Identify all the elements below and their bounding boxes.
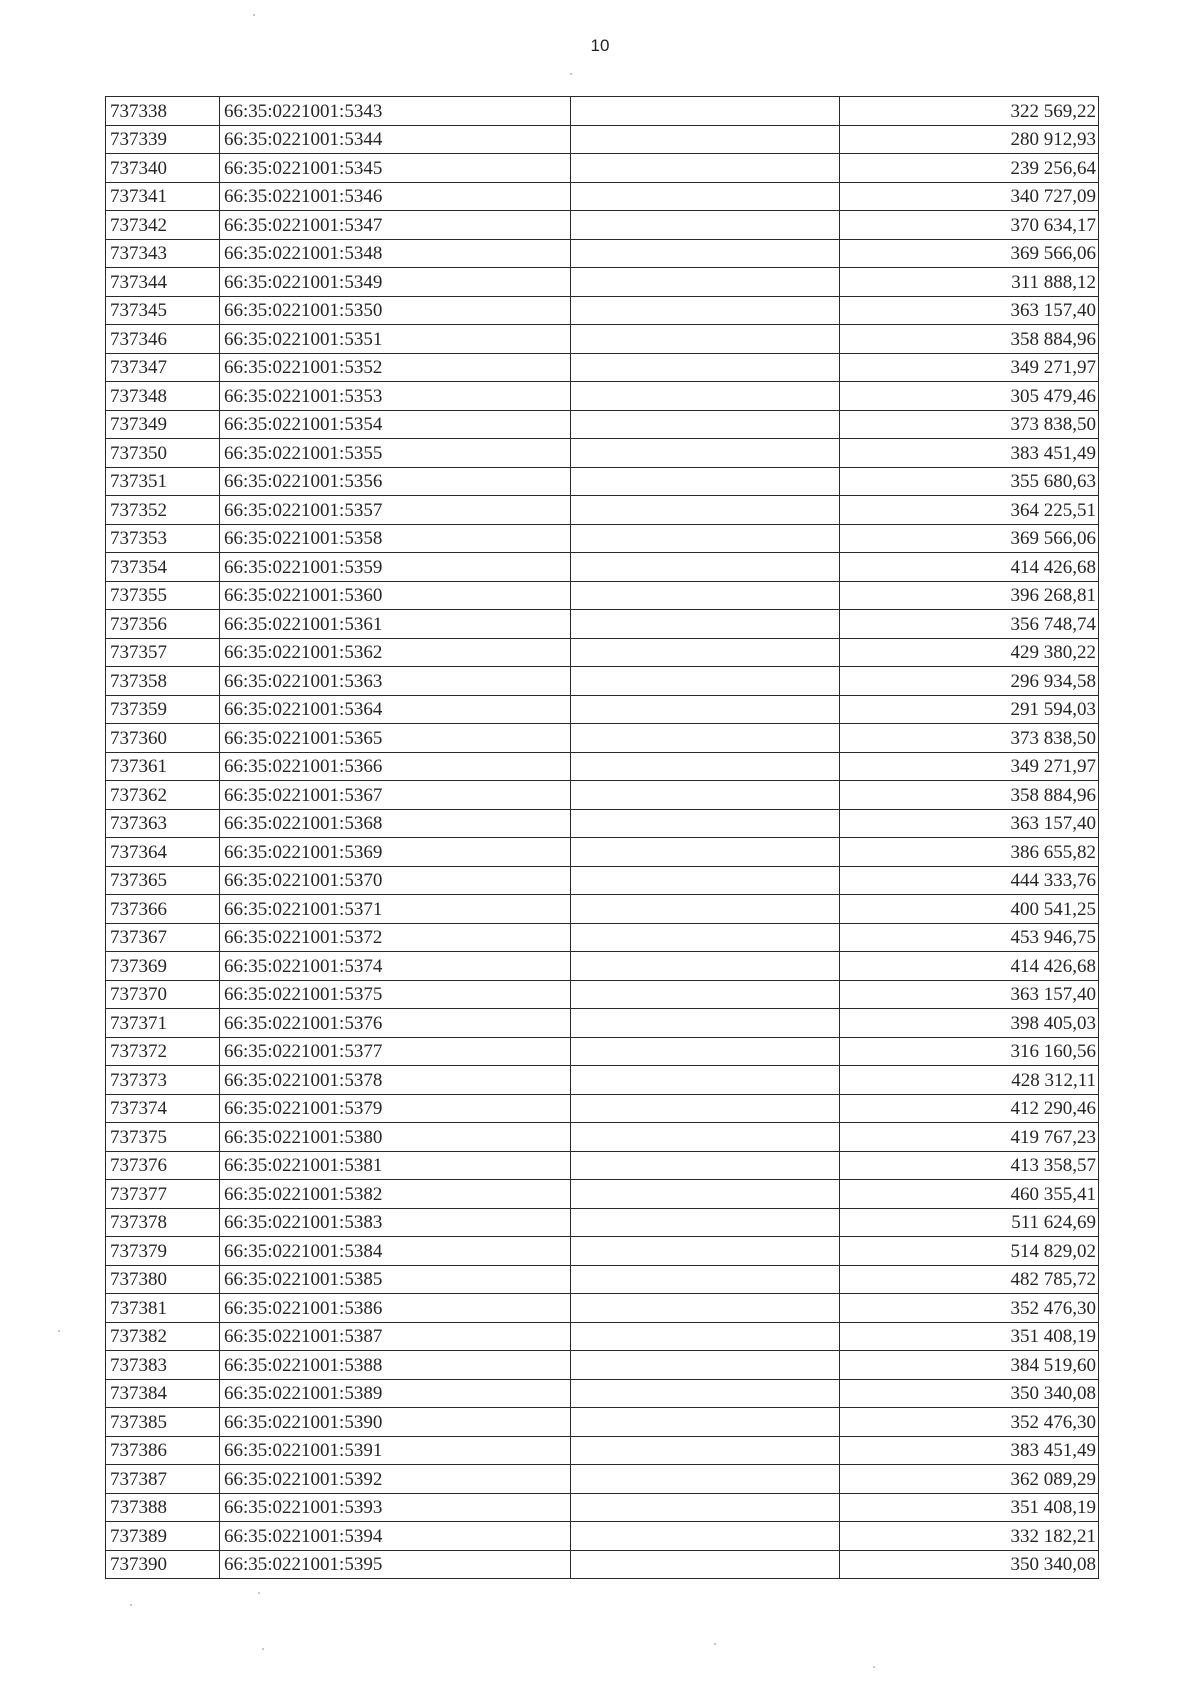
value-cell: 428 312,11 [840, 1066, 1099, 1095]
cadastral-number-cell: 66:35:0221001:5364 [220, 695, 571, 724]
table-row [106, 581, 1099, 610]
cadastral-number-cell: 66:35:0221001:5379 [220, 1094, 571, 1123]
value-cell: 355 680,63 [840, 467, 1099, 496]
cadastral-number-cell: 66:35:0221001:5382 [220, 1180, 571, 1209]
cadastral-number-cell: 66:35:0221001:5359 [220, 553, 571, 582]
row-id-cell: 737353 [106, 524, 220, 553]
cadastral-number-cell: 66:35:0221001:5346 [220, 182, 571, 211]
value-cell: 413 358,57 [840, 1151, 1099, 1180]
row-id-cell: 737359 [106, 695, 220, 724]
cadastral-number-cell: 66:35:0221001:5368 [220, 809, 571, 838]
scan-speck [58, 1330, 60, 1332]
scan-speck [262, 1648, 264, 1650]
table-row [106, 838, 1099, 867]
value-cell: 363 157,40 [840, 980, 1099, 1009]
cadastral-number-cell: 66:35:0221001:5381 [220, 1151, 571, 1180]
empty-cell [571, 1180, 840, 1209]
row-id-cell: 737389 [106, 1522, 220, 1551]
empty-cell [571, 467, 840, 496]
empty-cell [571, 182, 840, 211]
row-id-cell: 737382 [106, 1322, 220, 1351]
cadastral-number-cell: 66:35:0221001:5388 [220, 1351, 571, 1380]
empty-cell [571, 239, 840, 268]
empty-cell [571, 695, 840, 724]
value-cell: 419 767,23 [840, 1123, 1099, 1152]
cadastral-number-cell: 66:35:0221001:5371 [220, 895, 571, 924]
empty-cell [571, 1550, 840, 1579]
row-id-cell: 737367 [106, 923, 220, 952]
table-row [106, 1094, 1099, 1123]
registry-table [105, 96, 1099, 1579]
value-cell: 453 946,75 [840, 923, 1099, 952]
cadastral-number-cell: 66:35:0221001:5376 [220, 1009, 571, 1038]
value-cell: 351 408,19 [840, 1322, 1099, 1351]
row-id-cell: 737350 [106, 439, 220, 468]
value-cell: 412 290,46 [840, 1094, 1099, 1123]
value-cell: 373 838,50 [840, 410, 1099, 439]
cadastral-number-cell: 66:35:0221001:5377 [220, 1037, 571, 1066]
row-id-cell: 737361 [106, 752, 220, 781]
value-cell: 363 157,40 [840, 809, 1099, 838]
cadastral-number-cell: 66:35:0221001:5353 [220, 382, 571, 411]
cadastral-number-cell: 66:35:0221001:5349 [220, 268, 571, 297]
empty-cell [571, 809, 840, 838]
row-id-cell: 737372 [106, 1037, 220, 1066]
empty-cell [571, 1009, 840, 1038]
table-row [106, 97, 1099, 126]
empty-cell [571, 980, 840, 1009]
value-cell: 311 888,12 [840, 268, 1099, 297]
value-cell: 280 912,93 [840, 125, 1099, 154]
value-cell: 369 566,06 [840, 239, 1099, 268]
empty-cell [571, 923, 840, 952]
row-id-cell: 737360 [106, 724, 220, 753]
empty-cell [571, 353, 840, 382]
cadastral-number-cell: 66:35:0221001:5383 [220, 1208, 571, 1237]
table-row [106, 154, 1099, 183]
value-cell: 358 884,96 [840, 325, 1099, 354]
value-cell: 482 785,72 [840, 1265, 1099, 1294]
table-row [106, 268, 1099, 297]
table-row [106, 980, 1099, 1009]
empty-cell [571, 296, 840, 325]
empty-cell [571, 1408, 840, 1437]
row-id-cell: 737373 [106, 1066, 220, 1095]
table-row [106, 1151, 1099, 1180]
row-id-cell: 737380 [106, 1265, 220, 1294]
value-cell: 322 569,22 [840, 97, 1099, 126]
table-row [106, 1493, 1099, 1522]
scan-speck [714, 1643, 716, 1645]
row-id-cell: 737352 [106, 496, 220, 525]
value-cell: 340 727,09 [840, 182, 1099, 211]
empty-cell [571, 410, 840, 439]
value-cell: 362 089,29 [840, 1465, 1099, 1494]
table-row [106, 1436, 1099, 1465]
empty-cell [571, 553, 840, 582]
cadastral-number-cell: 66:35:0221001:5393 [220, 1493, 571, 1522]
cadastral-number-cell: 66:35:0221001:5390 [220, 1408, 571, 1437]
table-row [106, 1351, 1099, 1380]
row-id-cell: 737355 [106, 581, 220, 610]
cadastral-number-cell: 66:35:0221001:5355 [220, 439, 571, 468]
cadastral-number-cell: 66:35:0221001:5361 [220, 610, 571, 639]
value-cell: 396 268,81 [840, 581, 1099, 610]
cadastral-number-cell: 66:35:0221001:5352 [220, 353, 571, 382]
value-cell: 363 157,40 [840, 296, 1099, 325]
value-cell: 370 634,17 [840, 211, 1099, 240]
row-id-cell: 737354 [106, 553, 220, 582]
cadastral-number-cell: 66:35:0221001:5358 [220, 524, 571, 553]
empty-cell [571, 610, 840, 639]
row-id-cell: 737357 [106, 638, 220, 667]
value-cell: 349 271,97 [840, 353, 1099, 382]
empty-cell [571, 325, 840, 354]
cadastral-number-cell: 66:35:0221001:5372 [220, 923, 571, 952]
value-cell: 384 519,60 [840, 1351, 1099, 1380]
row-id-cell: 737383 [106, 1351, 220, 1380]
value-cell: 351 408,19 [840, 1493, 1099, 1522]
row-id-cell: 737341 [106, 182, 220, 211]
cadastral-number-cell: 66:35:0221001:5386 [220, 1294, 571, 1323]
value-cell: 364 225,51 [840, 496, 1099, 525]
empty-cell [571, 1322, 840, 1351]
cadastral-number-cell: 66:35:0221001:5384 [220, 1237, 571, 1266]
row-id-cell: 737356 [106, 610, 220, 639]
value-cell: 305 479,46 [840, 382, 1099, 411]
row-id-cell: 737346 [106, 325, 220, 354]
empty-cell [571, 1493, 840, 1522]
empty-cell [571, 211, 840, 240]
table-row [106, 382, 1099, 411]
value-cell: 291 594,03 [840, 695, 1099, 724]
empty-cell [571, 1465, 840, 1494]
table-row [106, 866, 1099, 895]
table-row [106, 1550, 1099, 1579]
table-row [106, 467, 1099, 496]
table-row [106, 353, 1099, 382]
value-cell: 514 829,02 [840, 1237, 1099, 1266]
empty-cell [571, 1066, 840, 1095]
table-row [106, 610, 1099, 639]
empty-cell [571, 439, 840, 468]
value-cell: 350 340,08 [840, 1550, 1099, 1579]
table-row [106, 524, 1099, 553]
empty-cell [571, 952, 840, 981]
row-id-cell: 737343 [106, 239, 220, 268]
row-id-cell: 737370 [106, 980, 220, 1009]
table-row [106, 1294, 1099, 1323]
empty-cell [571, 1208, 840, 1237]
cadastral-number-cell: 66:35:0221001:5369 [220, 838, 571, 867]
table-row [106, 1208, 1099, 1237]
value-cell: 350 340,08 [840, 1379, 1099, 1408]
value-cell: 383 451,49 [840, 439, 1099, 468]
value-cell: 352 476,30 [840, 1294, 1099, 1323]
value-cell: 358 884,96 [840, 781, 1099, 810]
table-row [106, 211, 1099, 240]
value-cell: 400 541,25 [840, 895, 1099, 924]
empty-cell [571, 1265, 840, 1294]
empty-cell [571, 781, 840, 810]
row-id-cell: 737378 [106, 1208, 220, 1237]
value-cell: 429 380,22 [840, 638, 1099, 667]
cadastral-number-cell: 66:35:0221001:5391 [220, 1436, 571, 1465]
scan-speck [570, 73, 572, 75]
cadastral-number-cell: 66:35:0221001:5343 [220, 97, 571, 126]
table-row [106, 125, 1099, 154]
empty-cell [571, 667, 840, 696]
empty-cell [571, 1151, 840, 1180]
value-cell: 444 333,76 [840, 866, 1099, 895]
table-row [106, 1237, 1099, 1266]
cadastral-number-cell: 66:35:0221001:5378 [220, 1066, 571, 1095]
table-row [106, 1465, 1099, 1494]
row-id-cell: 737369 [106, 952, 220, 981]
cadastral-number-cell: 66:35:0221001:5363 [220, 667, 571, 696]
table-row [106, 695, 1099, 724]
table-row [106, 952, 1099, 981]
value-cell: 460 355,41 [840, 1180, 1099, 1209]
cadastral-number-cell: 66:35:0221001:5362 [220, 638, 571, 667]
empty-cell [571, 1294, 840, 1323]
empty-cell [571, 125, 840, 154]
scan-speck [873, 1666, 875, 1668]
empty-cell [571, 1436, 840, 1465]
empty-cell [571, 1237, 840, 1266]
row-id-cell: 737338 [106, 97, 220, 126]
cadastral-number-cell: 66:35:0221001:5367 [220, 781, 571, 810]
row-id-cell: 737364 [106, 838, 220, 867]
row-id-cell: 737349 [106, 410, 220, 439]
table-row [106, 781, 1099, 810]
value-cell: 349 271,97 [840, 752, 1099, 781]
empty-cell [571, 1379, 840, 1408]
cadastral-number-cell: 66:35:0221001:5385 [220, 1265, 571, 1294]
row-id-cell: 737339 [106, 125, 220, 154]
page-number: 10 [590, 36, 610, 55]
empty-cell [571, 524, 840, 553]
empty-cell [571, 97, 840, 126]
row-id-cell: 737363 [106, 809, 220, 838]
cadastral-number-cell: 66:35:0221001:5348 [220, 239, 571, 268]
table-row [106, 496, 1099, 525]
value-cell: 398 405,03 [840, 1009, 1099, 1038]
table-row [106, 1009, 1099, 1038]
cadastral-number-cell: 66:35:0221001:5356 [220, 467, 571, 496]
value-cell: 383 451,49 [840, 1436, 1099, 1465]
empty-cell [571, 895, 840, 924]
empty-cell [571, 724, 840, 753]
cadastral-number-cell: 66:35:0221001:5344 [220, 125, 571, 154]
value-cell: 373 838,50 [840, 724, 1099, 753]
row-id-cell: 737379 [106, 1237, 220, 1266]
row-id-cell: 737388 [106, 1493, 220, 1522]
empty-cell [571, 1037, 840, 1066]
row-id-cell: 737376 [106, 1151, 220, 1180]
cadastral-number-cell: 66:35:0221001:5366 [220, 752, 571, 781]
table-row [106, 1379, 1099, 1408]
table-row [106, 752, 1099, 781]
row-id-cell: 737344 [106, 268, 220, 297]
value-cell: 356 748,74 [840, 610, 1099, 639]
value-cell: 296 934,58 [840, 667, 1099, 696]
empty-cell [571, 382, 840, 411]
row-id-cell: 737377 [106, 1180, 220, 1209]
table-row [106, 809, 1099, 838]
value-cell: 414 426,68 [840, 553, 1099, 582]
row-id-cell: 737347 [106, 353, 220, 382]
value-cell: 386 655,82 [840, 838, 1099, 867]
cadastral-number-cell: 66:35:0221001:5387 [220, 1322, 571, 1351]
table-row [106, 638, 1099, 667]
row-id-cell: 737375 [106, 1123, 220, 1152]
table-row [106, 553, 1099, 582]
row-id-cell: 737365 [106, 866, 220, 895]
table-row [106, 667, 1099, 696]
cadastral-number-cell: 66:35:0221001:5370 [220, 866, 571, 895]
cadastral-number-cell: 66:35:0221001:5360 [220, 581, 571, 610]
empty-cell [571, 638, 840, 667]
value-cell: 369 566,06 [840, 524, 1099, 553]
table-row [106, 1265, 1099, 1294]
value-cell: 332 182,21 [840, 1522, 1099, 1551]
cadastral-number-cell: 66:35:0221001:5392 [220, 1465, 571, 1494]
cadastral-number-cell: 66:35:0221001:5354 [220, 410, 571, 439]
table-row [106, 1066, 1099, 1095]
empty-cell [571, 866, 840, 895]
scan-speck [258, 1592, 260, 1594]
empty-cell [571, 1351, 840, 1380]
row-id-cell: 737371 [106, 1009, 220, 1038]
empty-cell [571, 581, 840, 610]
table-row [106, 724, 1099, 753]
empty-cell [571, 752, 840, 781]
cadastral-number-cell: 66:35:0221001:5347 [220, 211, 571, 240]
table-row [106, 1037, 1099, 1066]
row-id-cell: 737358 [106, 667, 220, 696]
row-id-cell: 737385 [106, 1408, 220, 1437]
table-row [106, 923, 1099, 952]
row-id-cell: 737345 [106, 296, 220, 325]
registry-table-body [106, 97, 1099, 1579]
table-row [106, 1522, 1099, 1551]
row-id-cell: 737374 [106, 1094, 220, 1123]
row-id-cell: 737387 [106, 1465, 220, 1494]
value-cell: 239 256,64 [840, 154, 1099, 183]
empty-cell [571, 496, 840, 525]
empty-cell [571, 1123, 840, 1152]
scan-speck [253, 14, 255, 16]
empty-cell [571, 838, 840, 867]
cadastral-number-cell: 66:35:0221001:5345 [220, 154, 571, 183]
cadastral-number-cell: 66:35:0221001:5350 [220, 296, 571, 325]
row-id-cell: 737366 [106, 895, 220, 924]
cadastral-number-cell: 66:35:0221001:5357 [220, 496, 571, 525]
empty-cell [571, 1094, 840, 1123]
table-row [106, 1322, 1099, 1351]
row-id-cell: 737351 [106, 467, 220, 496]
value-cell: 511 624,69 [840, 1208, 1099, 1237]
cadastral-number-cell: 66:35:0221001:5375 [220, 980, 571, 1009]
cadastral-number-cell: 66:35:0221001:5394 [220, 1522, 571, 1551]
table-row [106, 182, 1099, 211]
row-id-cell: 737362 [106, 781, 220, 810]
table-row [106, 410, 1099, 439]
table-row [106, 895, 1099, 924]
table-row [106, 1180, 1099, 1209]
row-id-cell: 737340 [106, 154, 220, 183]
cadastral-number-cell: 66:35:0221001:5374 [220, 952, 571, 981]
cadastral-number-cell: 66:35:0221001:5380 [220, 1123, 571, 1152]
table-row [106, 325, 1099, 354]
scan-speck [130, 1604, 132, 1606]
row-id-cell: 737342 [106, 211, 220, 240]
table-row [106, 296, 1099, 325]
row-id-cell: 737384 [106, 1379, 220, 1408]
cadastral-number-cell: 66:35:0221001:5365 [220, 724, 571, 753]
row-id-cell: 737381 [106, 1294, 220, 1323]
table-row [106, 239, 1099, 268]
empty-cell [571, 268, 840, 297]
cadastral-number-cell: 66:35:0221001:5395 [220, 1550, 571, 1579]
table-row [106, 439, 1099, 468]
value-cell: 316 160,56 [840, 1037, 1099, 1066]
row-id-cell: 737386 [106, 1436, 220, 1465]
value-cell: 414 426,68 [840, 952, 1099, 981]
table-row [106, 1408, 1099, 1437]
table-row [106, 1123, 1099, 1152]
cadastral-number-cell: 66:35:0221001:5389 [220, 1379, 571, 1408]
empty-cell [571, 1522, 840, 1551]
row-id-cell: 737348 [106, 382, 220, 411]
row-id-cell: 737390 [106, 1550, 220, 1579]
empty-cell [571, 154, 840, 183]
value-cell: 352 476,30 [840, 1408, 1099, 1437]
cadastral-number-cell: 66:35:0221001:5351 [220, 325, 571, 354]
